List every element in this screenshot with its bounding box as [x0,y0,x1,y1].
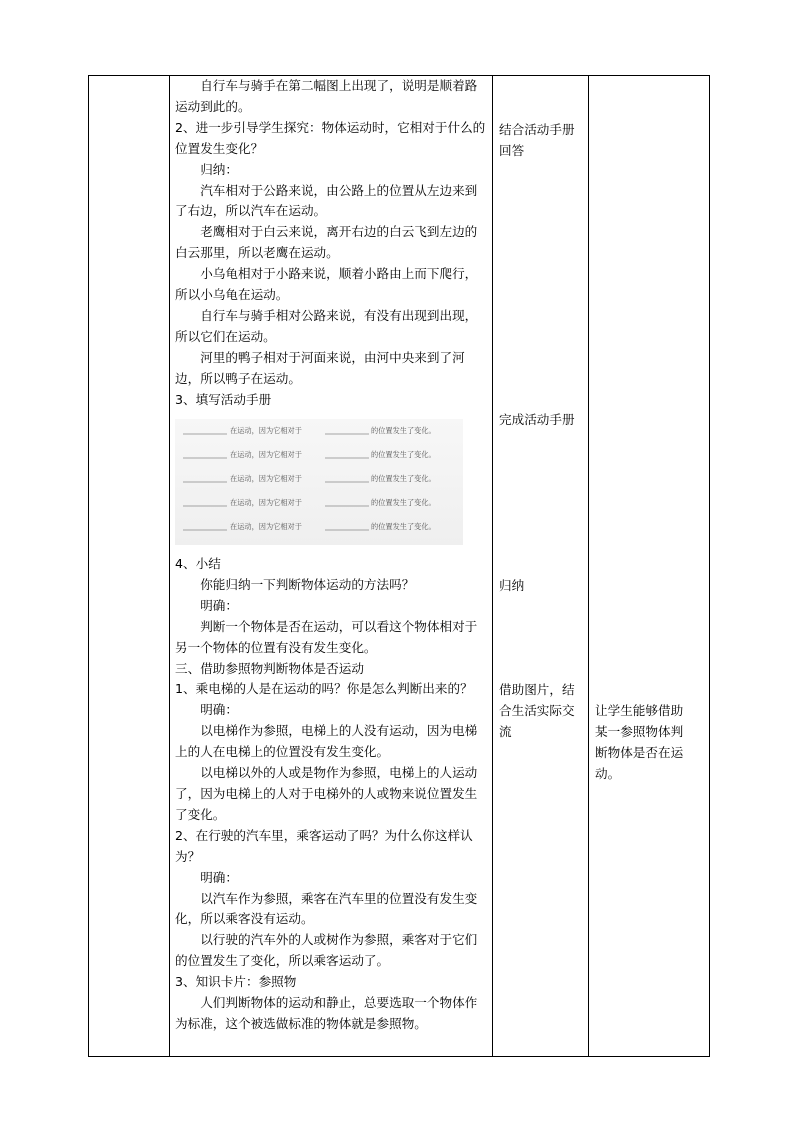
activity-note [499,576,585,597]
worksheet-row-text: 在运动，因为它相对于 [230,426,302,435]
paragraph: 以行驶的汽车外的人或树作为参照，乘客对于它们的位置发生了变化，所以乘客运动了。 [175,932,478,969]
paragraph: 以电梯以外的人或是物作为参照，电梯上的人运动了，因为电梯上的人对于电梯外的人或物来说位置发生了变化。 [175,765,478,822]
activity-note [499,120,585,162]
worksheet-row-text: 在运动，因为它相对于 [230,450,302,459]
paragraph: 判断一个物体是否在运动，可以看这个物体相对于另一个物体的位置有没有发生变化。 [175,618,478,655]
paragraph: 自行车与骑手在第二幅图上出现了，说明是顺着路运动到此的。 [175,78,478,114]
paragraph: 自行车与骑手相对公路来说，有没有出现到出现，所以它们在运动。 [175,307,478,344]
worksheet-row [183,426,436,436]
worksheet-row-text: 在运动，因为它相对于 [230,498,302,507]
paragraph: 以电梯作为参照，电梯上的人没有运动，因为电梯上的人在电梯上的位置没有发生变化。 [175,723,478,760]
teaching-process-cell [170,76,493,1057]
worksheet-row [183,474,436,484]
worksheet-row [183,450,436,460]
design-intent-note [595,701,705,785]
worksheet-row [183,498,436,508]
worksheet-svg [175,419,463,545]
worksheet-row-end: 的位置发生了变化。 [371,450,436,459]
activity-line: 回答 [499,142,525,158]
paragraph: 明确： [200,702,238,718]
paragraph: 4、小结 [175,556,221,571]
activity-line: 借助图片，结 [499,682,575,697]
paragraph: 小乌龟相对于小路来说，顺着小路由上而下爬行，所以小乌龟在运动。 [175,266,478,303]
paragraph: 归纳： [200,161,238,177]
activity-line: 完成活动手册 [499,412,575,427]
activity-note [499,410,585,431]
paragraph: 河里的鸭子相对于河面来说，由河中央来到了河边，所以鸭子在运动。 [175,349,465,386]
paragraph: 人们判断物体的运动和静止，总要选取一个物体作为标准，这个被选做标准的物体就是参照物。 [175,995,478,1031]
worksheet-row-text: 在运动，因为它相对于 [230,474,302,483]
paragraph: 老鹰相对于白云来说，离开右边的白云飞到左边的白云那里，所以老鹰在运动。 [175,224,478,261]
process-text-bottom [175,554,487,1035]
activity-note [499,680,585,743]
paragraph: 3、知识卡片：参照物 [175,974,297,990]
paragraph: 3、填写活动手册 [175,391,272,407]
worksheet-row [183,522,436,532]
paragraph: 明确： [200,597,238,613]
activity-line: 归纳 [499,578,525,593]
paragraph: 你能归纳一下判断物体运动的方法吗？ [200,576,415,592]
worksheet-row-text: 在运动，因为它相对于 [230,522,302,531]
worksheet-row-end: 的位置发生了变化。 [371,474,436,483]
paragraph: 1、乘电梯的人是在运动的吗？你是怎么判断出来的？ [175,681,473,697]
intent-line: 断物体是否在运 [595,744,684,760]
intent-line: 动。 [595,765,621,781]
design-intent-cell [589,76,710,1057]
paragraph: 汽车相对于公路来说，由公路上的位置从左边来到了右边，所以汽车在运动。 [175,182,478,219]
paragraph: 以汽车作为参照，乘客在汽车里的位置没有发生变化，所以乘客没有运动。 [175,890,478,927]
worksheet-row-end: 的位置发生了变化。 [371,522,436,531]
worksheet-row-end: 的位置发生了变化。 [371,498,436,507]
activity-line: 合生活实际交 [499,702,575,718]
paragraph: 明确： [200,869,238,885]
worksheet-figure [175,419,463,545]
lesson-table [88,75,710,1057]
paragraph: 三、借助参照物判断物体是否运动 [175,660,364,676]
activity-line: 结合活动手册 [499,122,575,137]
paragraph: 2、在行驶的汽车里，乘客运动了吗？为什么你这样认为？ [175,827,473,864]
student-activity-cell [493,76,589,1057]
intent-line: 某一参照物体判 [595,723,684,739]
worksheet-row-end: 的位置发生了变化。 [371,426,436,435]
blank-column-cell [89,76,170,1057]
paragraph: 2、进一步引导学生探究：物体运动时，它相对于什么的位置发生变化？ [175,119,486,156]
intent-line: 让学生能够借助 [595,703,684,718]
process-text-top [175,76,487,411]
activity-line: 流 [499,723,512,739]
